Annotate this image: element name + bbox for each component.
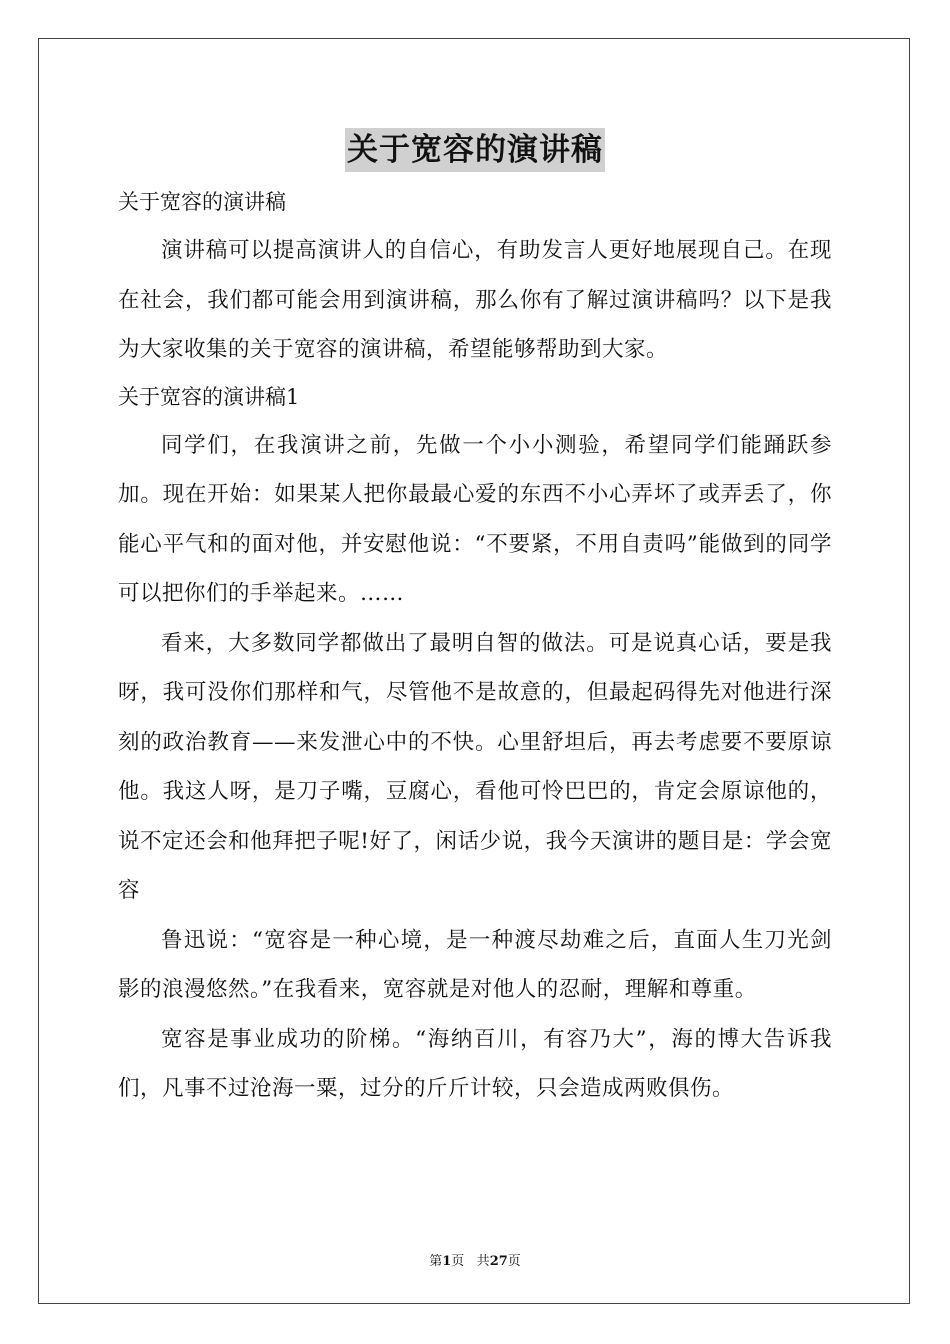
footer-page-prefix: 第 [429, 1254, 443, 1269]
section-heading: 关于宽容的演讲稿1 [118, 384, 300, 409]
footer-total-pages: 27 [489, 1254, 508, 1269]
footer-total-suffix: 页 [507, 1254, 521, 1269]
document-subtitle: 关于宽容的演讲稿 [118, 190, 286, 214]
document-body [118, 182, 832, 1114]
document-title: 关于宽容的演讲稿 [345, 128, 605, 172]
body-paragraph-1: 同学们，在我演讲之前，先做一个小小测验，希望同学们能踊跃参加。现在开始：如果某人把你最最心爱的东西不小心弄坏了或弄丢了，你能心平气和的面对他，并安慰他说：“不要紧，不用自责吗”能做到的同学可以把你们的手举起来。…… [118, 432, 832, 606]
intro-paragraph: 演讲稿可以提高演讲人的自信心，有助发言人更好地展现自己。在现在社会，我们都可能会用到演讲稿，那么你有了解过演讲稿吗？以下是我为大家收集的关于宽容的演讲稿，希望能够帮助到大家。 [118, 238, 832, 362]
page-footer [0, 1250, 950, 1269]
body-paragraph-2: 看来，大多数同学都做出了最明自智的做法。可是说真心话，要是我呀，我可没你们那样和气，尽管他不是故意的，但最起码得先对他进行深刻的政治教育——来发泄心中的不快。心里舒坦后，再去考虑要不要原谅他。我这人呀，是刀子嘴，豆腐心，看他可怜巴巴的，肯定会原谅他的，说不定还会和他拜把子呢!好了，闲话少说，我今天演讲的题目是：学会宽容 [118, 630, 832, 903]
footer-total-prefix: 共 [476, 1254, 490, 1269]
footer-page-suffix: 页 [451, 1254, 465, 1269]
footer-page-number: 1 [442, 1254, 452, 1269]
title-wrap [0, 128, 950, 172]
body-paragraph-4: 宽容是事业成功的阶梯。“海纳百川，有容乃大”，海的博大告诉我们，凡事不过沧海一粟，过分的斤斤计较，只会造成两败俱伤。 [118, 1026, 832, 1101]
body-paragraph-3: 鲁迅说：“宽容是一种心境，是一种渡尽劫难之后，直面人生刀光剑影的浪漫悠然。”在我看来，宽容就是对他人的忍耐，理解和尊重。 [118, 927, 832, 1002]
